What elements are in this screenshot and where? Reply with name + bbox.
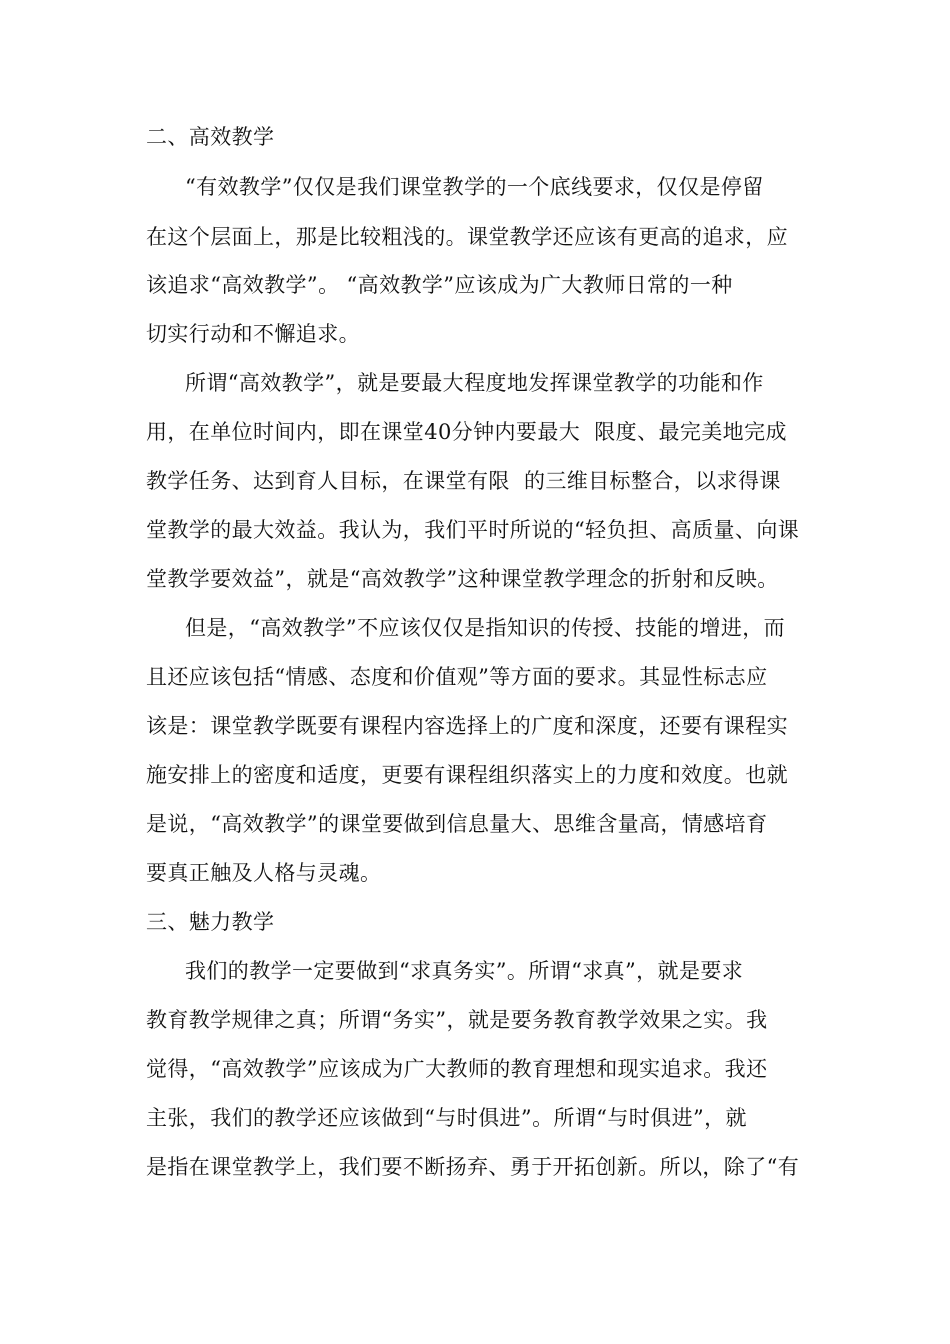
paragraph-line: 主张，我们的教学还应该做到“与时俱进”。所谓“与时俱进”，就 — [146, 1106, 747, 1130]
paragraph-line: 切实行动和不懈追求。 — [146, 322, 360, 346]
paragraph-line: 是说，“高效教学”的课堂要做到信息量大、思维含量高，情感培育 — [146, 812, 768, 836]
paragraph-line: 用，在单位时间内，即在课堂40分钟内要最大 限度、最完美地完成 — [146, 420, 787, 444]
paragraph-line: 教育教学规律之真；所谓“务实”，就是要务教育教学效果之实。我 — [146, 1008, 768, 1032]
paragraph-line: 觉得，“高效教学”应该成为广大教师的教育理想和现实追求。我还 — [146, 1057, 768, 1081]
paragraph-line: 该是：课堂教学既要有课程内容选择上的广度和深度，还要有课程实 — [146, 714, 788, 738]
section-heading: 三、魅力教学 — [146, 910, 275, 934]
paragraph-line: 要真正触及人格与灵魂。 — [146, 861, 382, 885]
paragraph-line: 是指在课堂教学上，我们要不断扬弃、勇于开拓创新。所以，除了“有 — [146, 1155, 800, 1179]
paragraph-line: 且还应该包括“情感、态度和价值观”等方面的要求。其显性标志应 — [146, 665, 768, 689]
paragraph-line: “有效教学”仅仅是我们课堂教学的一个底线要求，仅仅是停留 — [185, 175, 764, 199]
section-heading: 二、高效教学 — [146, 125, 275, 149]
paragraph-line: 我们的教学一定要做到“求真务实”。所谓“求真”，就是要求 — [185, 959, 744, 983]
paragraph-line: 在这个层面上，那是比较粗浅的。课堂教学还应该有更高的追求，应 — [146, 225, 788, 249]
paragraph-line: 该追求“高效教学”。 “高效教学”应该成为广大教师日常的一种 — [146, 273, 733, 297]
paragraph-line: 所谓“高效教学”，就是要最大程度地发挥课堂教学的功能和作 — [185, 371, 764, 395]
paragraph-line: 但是，“高效教学”不应该仅仅是指知识的传授、技能的增进，而 — [185, 616, 786, 640]
paragraph-line: 教学任务、达到育人目标，在课堂有限 的三维目标整合，以求得课 — [146, 469, 781, 493]
paragraph-line: 堂教学的最大效益。我认为，我们平时所说的“轻负担、高质量、向课 — [146, 518, 800, 542]
paragraph-line: 堂教学要效益”，就是“高效教学”这种课堂教学理念的折射和反映。 — [146, 567, 779, 591]
paragraph-line: 施安排上的密度和适度，更要有课程组织落实上的力度和效度。也就 — [146, 763, 788, 787]
